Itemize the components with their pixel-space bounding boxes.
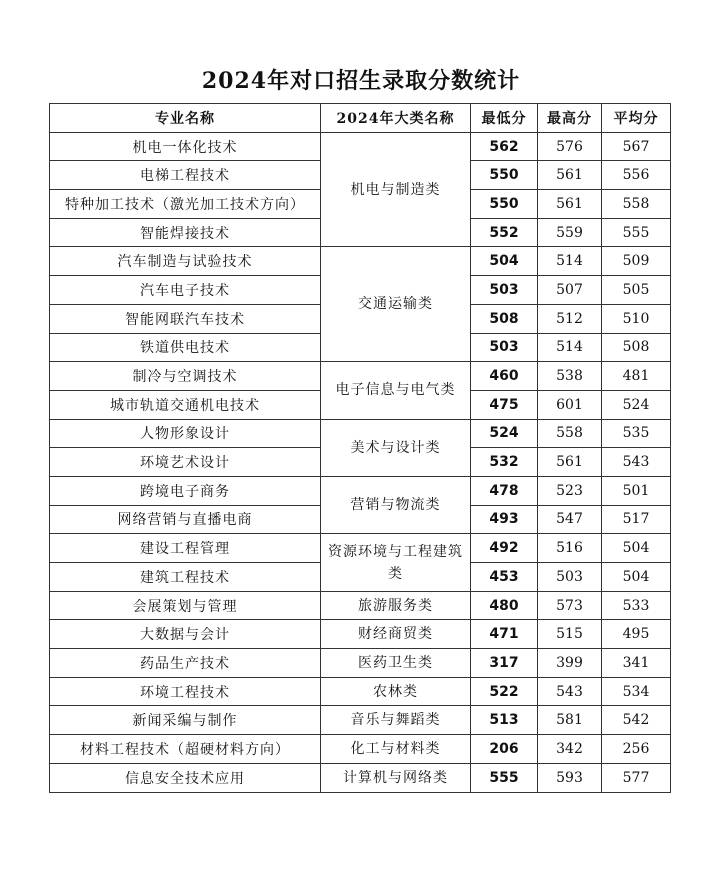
max-score-cell: 507 [538,276,602,305]
table-row [50,620,671,649]
major-name-cell: 环境工程技术 [50,677,321,706]
max-score-cell: 516 [538,534,602,563]
table-row [50,735,671,764]
max-score-cell: 399 [538,649,602,678]
table-header-row [50,104,671,133]
table-row [50,362,671,391]
avg-score-cell: 577 [602,763,671,792]
table-row [50,706,671,735]
avg-score-cell: 524 [602,390,671,419]
max-score-cell: 523 [538,476,602,505]
min-score-cell: 532 [471,448,538,477]
table-row [50,649,671,678]
major-name-cell: 城市轨道交通机电技术 [50,390,321,419]
min-score-cell: 524 [471,419,538,448]
category-cell: 交通运输类 [321,247,471,362]
avg-score-cell: 542 [602,706,671,735]
category-cell: 机电与制造类 [321,132,471,247]
max-score-cell: 514 [538,333,602,362]
major-name-cell: 电梯工程技术 [50,161,321,190]
major-name-cell: 材料工程技术（超硬材料方向） [50,735,321,764]
avg-score-cell: 517 [602,505,671,534]
max-score-cell: 581 [538,706,602,735]
major-name-cell: 智能网联汽车技术 [50,304,321,333]
table-row [50,476,671,505]
major-name-cell: 跨境电子商务 [50,476,321,505]
major-name-cell: 网络营销与直播电商 [50,505,321,534]
avg-score-cell: 567 [602,132,671,161]
min-score-cell: 460 [471,362,538,391]
avg-score-cell: 508 [602,333,671,362]
min-score-cell: 504 [471,247,538,276]
category-cell: 农林类 [321,677,471,706]
avg-score-cell: 481 [602,362,671,391]
category-cell: 医药卫生类 [321,649,471,678]
table-row [50,534,671,563]
score-table [49,103,671,793]
max-score-cell: 514 [538,247,602,276]
min-score-cell: 206 [471,735,538,764]
max-score-cell: 547 [538,505,602,534]
min-score-cell: 453 [471,563,538,592]
major-name-cell: 智能焊接技术 [50,218,321,247]
category-cell: 资源环境与工程建筑类 [321,534,471,591]
major-name-cell: 汽车电子技术 [50,276,321,305]
category-cell: 营销与物流类 [321,476,471,533]
max-score-cell: 561 [538,161,602,190]
header-major: 专业名称 [50,104,321,133]
category-cell: 音乐与舞蹈类 [321,706,471,735]
avg-score-cell: 535 [602,419,671,448]
min-score-cell: 475 [471,390,538,419]
min-score-cell: 562 [471,132,538,161]
min-score-cell: 492 [471,534,538,563]
major-name-cell: 汽车制造与试验技术 [50,247,321,276]
page-title: 2024年对口招生录取分数统计 [201,68,521,94]
max-score-cell: 558 [538,419,602,448]
max-score-cell: 593 [538,763,602,792]
max-score-cell: 342 [538,735,602,764]
major-name-cell: 环境艺术设计 [50,448,321,477]
max-score-cell: 512 [538,304,602,333]
avg-score-cell: 533 [602,591,671,620]
major-name-cell: 建设工程管理 [50,534,321,563]
min-score-cell: 550 [471,161,538,190]
max-score-cell: 538 [538,362,602,391]
max-score-cell: 573 [538,591,602,620]
major-name-cell: 会展策划与管理 [50,591,321,620]
min-score-cell: 493 [471,505,538,534]
avg-score-cell: 534 [602,677,671,706]
avg-score-cell: 256 [602,735,671,764]
avg-score-cell: 558 [602,190,671,219]
header-min-score: 最低分 [471,104,538,133]
avg-score-cell: 504 [602,563,671,592]
max-score-cell: 515 [538,620,602,649]
major-name-cell: 特种加工技术（激光加工技术方向） [50,190,321,219]
avg-score-cell: 505 [602,276,671,305]
major-name-cell: 信息安全技术应用 [50,763,321,792]
avg-score-cell: 510 [602,304,671,333]
min-score-cell: 522 [471,677,538,706]
max-score-cell: 559 [538,218,602,247]
min-score-cell: 503 [471,333,538,362]
max-score-cell: 576 [538,132,602,161]
max-score-cell: 601 [538,390,602,419]
table-body [50,132,671,792]
major-name-cell: 制冷与空调技术 [50,362,321,391]
table-row [50,132,671,161]
avg-score-cell: 555 [602,218,671,247]
min-score-cell: 471 [471,620,538,649]
category-cell: 美术与设计类 [321,419,471,476]
avg-score-cell: 341 [602,649,671,678]
table-row [50,591,671,620]
table-row [50,763,671,792]
major-name-cell: 新闻采编与制作 [50,706,321,735]
max-score-cell: 543 [538,677,602,706]
min-score-cell: 480 [471,591,538,620]
major-name-cell: 机电一体化技术 [50,132,321,161]
min-score-cell: 508 [471,304,538,333]
avg-score-cell: 495 [602,620,671,649]
avg-score-cell: 501 [602,476,671,505]
table-row [50,419,671,448]
min-score-cell: 550 [471,190,538,219]
category-cell: 旅游服务类 [321,591,471,620]
table-row [50,677,671,706]
major-name-cell: 大数据与会计 [50,620,321,649]
avg-score-cell: 509 [602,247,671,276]
major-name-cell: 建筑工程技术 [50,563,321,592]
category-cell: 电子信息与电气类 [321,362,471,419]
max-score-cell: 561 [538,448,602,477]
header-avg-score: 平均分 [602,104,671,133]
min-score-cell: 513 [471,706,538,735]
max-score-cell: 561 [538,190,602,219]
major-name-cell: 铁道供电技术 [50,333,321,362]
avg-score-cell: 556 [602,161,671,190]
min-score-cell: 478 [471,476,538,505]
avg-score-cell: 543 [602,448,671,477]
category-cell: 计算机与网络类 [321,763,471,792]
category-cell: 化工与材料类 [321,735,471,764]
min-score-cell: 552 [471,218,538,247]
header-max-score: 最高分 [538,104,602,133]
major-name-cell: 人物形象设计 [50,419,321,448]
max-score-cell: 503 [538,563,602,592]
min-score-cell: 317 [471,649,538,678]
category-cell: 财经商贸类 [321,620,471,649]
avg-score-cell: 504 [602,534,671,563]
header-category: 2024年大类名称 [321,104,471,133]
min-score-cell: 555 [471,763,538,792]
major-name-cell: 药品生产技术 [50,649,321,678]
table-row [50,247,671,276]
min-score-cell: 503 [471,276,538,305]
